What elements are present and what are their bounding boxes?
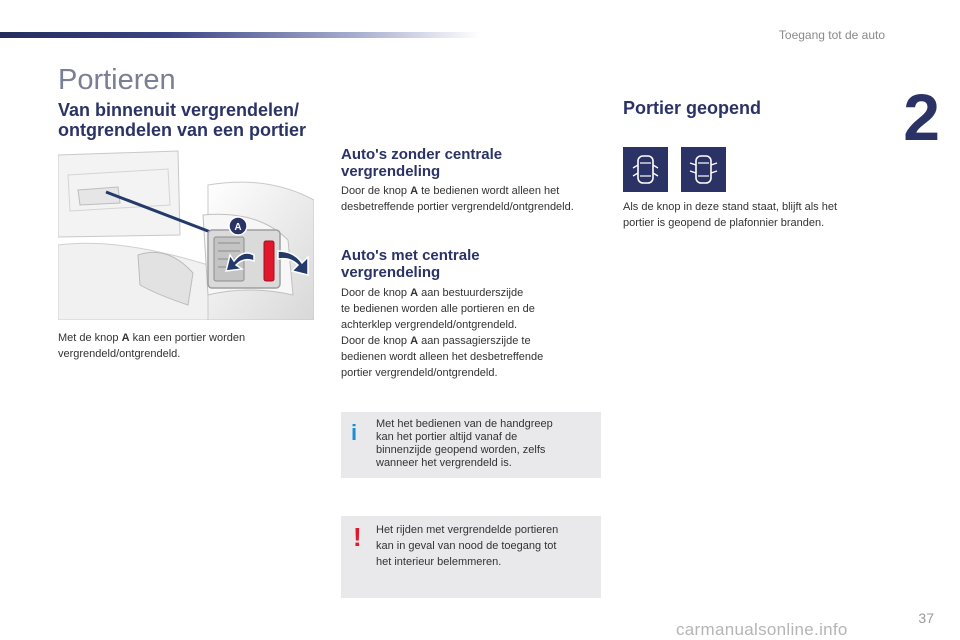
warning-note-line3: het interieur belemmeren. bbox=[376, 556, 502, 568]
section2-p2-pre: Door de knop bbox=[341, 335, 411, 347]
info-note-text bbox=[376, 418, 586, 470]
section2-p2-line2: bedienen wordt alleen het desbetreffende bbox=[341, 351, 544, 363]
watermark: carmanualsonline.info bbox=[676, 620, 848, 639]
info-icon: i bbox=[351, 420, 358, 445]
caption-text-post: kan een portier worden bbox=[129, 332, 246, 344]
section2-p1-bold: A bbox=[410, 287, 419, 299]
section2-p1-line3: achterklep vergrendeld/ontgrendeld. bbox=[341, 319, 518, 331]
info-note-line4: wanneer het vergrendeld is. bbox=[376, 457, 512, 469]
section1-text-bold: A bbox=[410, 185, 419, 197]
left-heading-line2: ontgrendelen van een portier bbox=[58, 120, 307, 140]
page-title: Portieren bbox=[58, 64, 176, 96]
section2-p1-pre: Door de knop bbox=[341, 287, 411, 299]
page-number: 37 bbox=[918, 610, 934, 626]
section2-heading-line2: vergrendeling bbox=[341, 264, 441, 281]
warning-icon: ! bbox=[353, 522, 362, 552]
section1-line2: desbetreffende portier vergrendeld/ontgrendeld. bbox=[341, 201, 574, 213]
section2-p1-post: aan bestuurderszijde bbox=[418, 287, 524, 299]
section1-heading bbox=[341, 146, 502, 180]
left-heading bbox=[58, 100, 306, 140]
section2-heading-line1: Auto's met centrale bbox=[341, 247, 480, 264]
warning-note bbox=[341, 516, 601, 598]
info-note bbox=[341, 412, 601, 478]
door-open-icon bbox=[681, 147, 726, 192]
info-note-line1: Met het bedienen van de handgreep bbox=[376, 418, 553, 430]
right-text bbox=[623, 199, 893, 231]
section2-heading bbox=[341, 247, 480, 281]
left-caption-line2: vergrendeld/ontgrendeld. bbox=[58, 348, 181, 360]
section2-p2-line3: portier vergrendeld/ontgrendeld. bbox=[341, 367, 498, 379]
warning-note-line2: kan in geval van nood de toegang tot bbox=[376, 540, 557, 552]
left-caption-line1 bbox=[58, 330, 318, 346]
door-panel-illustration bbox=[58, 145, 314, 320]
section1-heading-line2: vergrendeling bbox=[341, 163, 441, 180]
section1-heading-line1: Auto's zonder centrale bbox=[341, 146, 503, 163]
door-closed-icon bbox=[623, 147, 668, 192]
section1-text-post: te bedienen wordt alleen het bbox=[418, 185, 560, 197]
info-note-line3: binnenzijde geopend worden, zelfs bbox=[376, 444, 546, 456]
section1-line1 bbox=[341, 183, 611, 199]
right-text-line1: Als de knop in deze stand staat, blijft als het bbox=[623, 201, 838, 213]
section2-p2-line1 bbox=[341, 333, 611, 349]
warning-note-text bbox=[376, 522, 586, 570]
section2-p1-line1 bbox=[341, 285, 611, 301]
door-lock-figure bbox=[58, 145, 314, 320]
warning-note-line1: Het rijden met vergrendelde portieren bbox=[376, 524, 559, 536]
section1-text bbox=[341, 183, 611, 215]
right-heading: Portier geopend bbox=[623, 98, 762, 118]
section2-p2-post: aan passagierszijde te bbox=[418, 335, 531, 347]
section2-p2-bold: A bbox=[410, 335, 419, 347]
left-caption bbox=[58, 330, 318, 362]
info-note-line2: kan het portier altijd vanaf de bbox=[376, 431, 518, 443]
section2-text bbox=[341, 285, 611, 381]
section-label: Toegang tot de auto bbox=[778, 28, 885, 42]
header-gradient-bar bbox=[0, 32, 480, 38]
label-a-text: A bbox=[234, 222, 242, 233]
caption-text: Met de knop bbox=[58, 332, 122, 344]
chapter-number: 2 bbox=[903, 80, 938, 154]
caption-bold: A bbox=[121, 332, 130, 344]
section1-text-pre: Door de knop bbox=[341, 185, 411, 197]
section2-p1-line2: te bedienen worden alle portieren en de bbox=[341, 303, 535, 315]
right-text-line2: portier is geopend de plafonnier branden. bbox=[623, 217, 825, 229]
left-heading-line1: Van binnenuit vergrendelen/ bbox=[58, 100, 300, 120]
